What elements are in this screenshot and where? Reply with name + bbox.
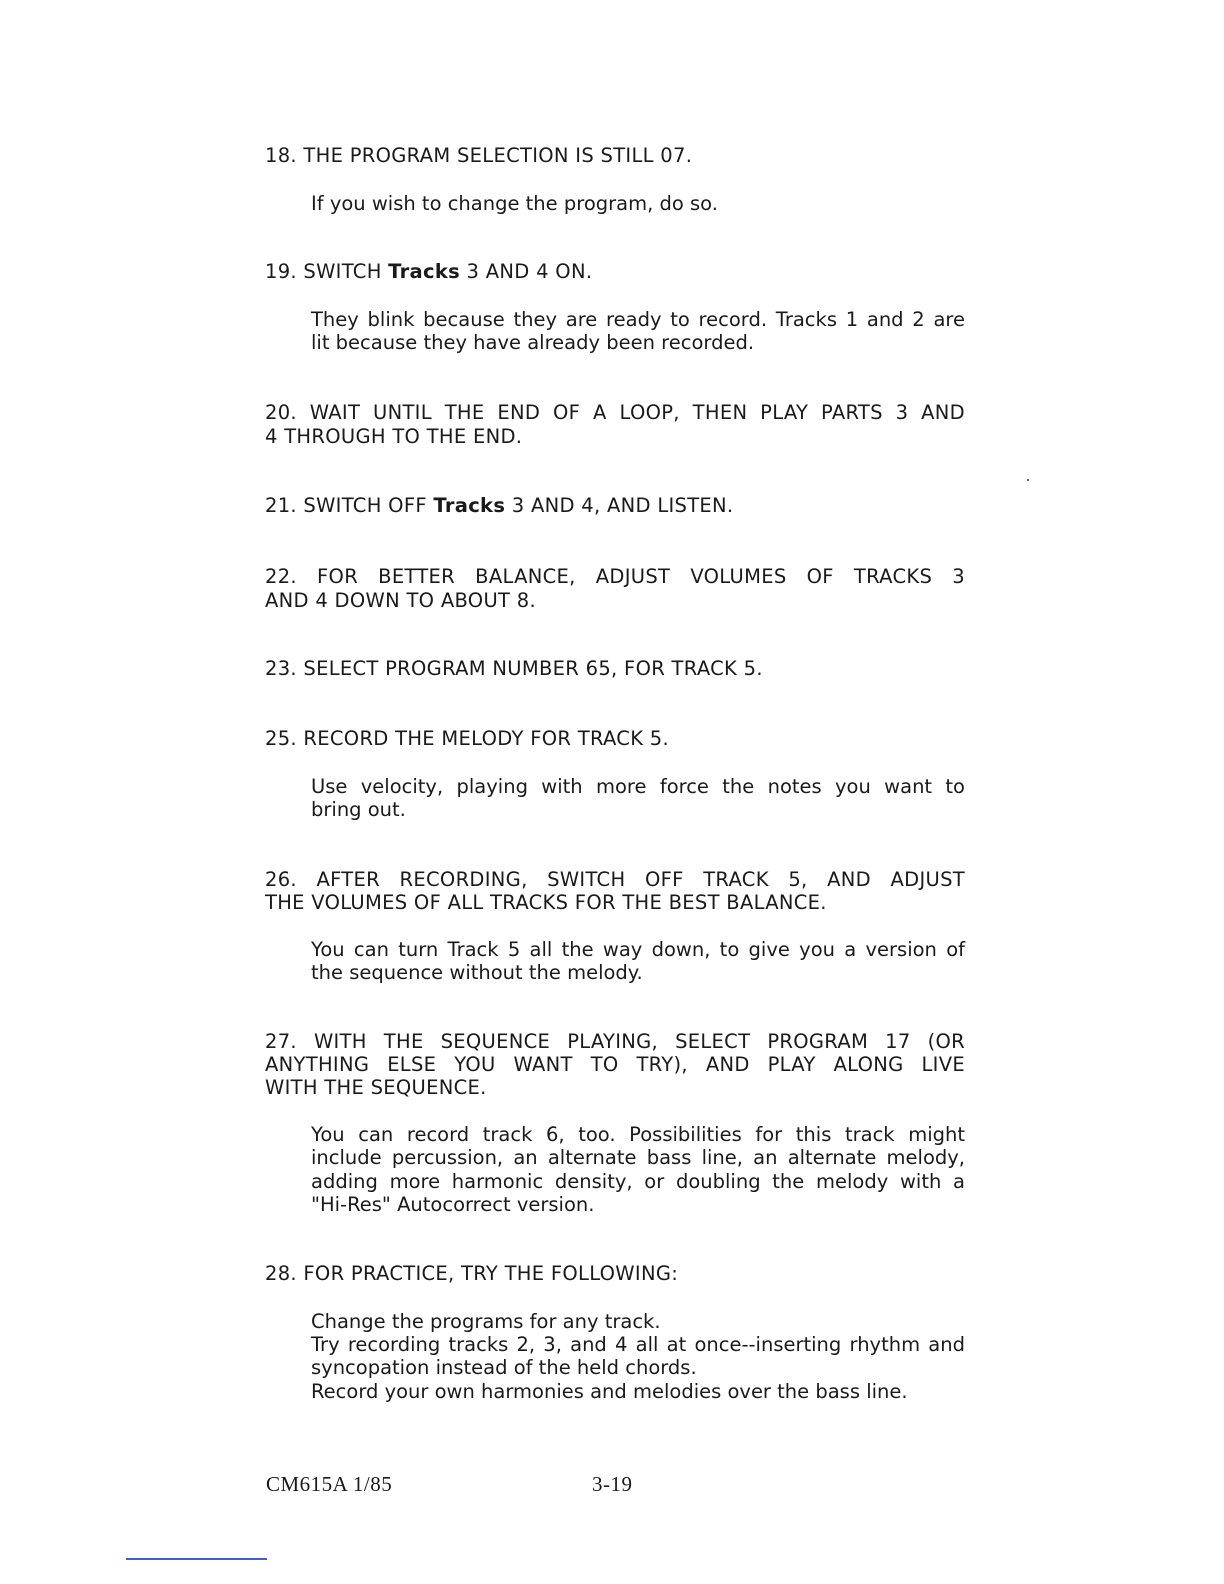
step-27-heading-line-1: 27. WITH THE SEQUENCE PLAYING, SELECT PROGRAM 17 (OR xyxy=(265,1030,965,1053)
step-19-text-line-1: They blink because they are ready to record. Tracks 1 and 2 are xyxy=(311,308,965,331)
step-28-heading: 28. FOR PRACTICE, TRY THE FOLLOWING: xyxy=(265,1262,679,1285)
step-18-text: If you wish to change the program, do so. xyxy=(311,192,718,215)
step-19-heading-post: 3 AND 4 ON. xyxy=(460,260,593,283)
step-18-heading: 18. THE PROGRAM SELECTION IS STILL 07. xyxy=(265,144,693,167)
step-27-text-line-4: "Hi-Res" Autocorrect version. xyxy=(311,1193,595,1216)
step-21-heading xyxy=(265,494,733,517)
step-28-text-line-3: syncopation instead of the held chords. xyxy=(311,1356,697,1379)
step-26-heading-line-2: THE VOLUMES OF ALL TRACKS FOR THE BEST BALANCE. xyxy=(265,891,827,914)
footer-page-number: 3-19 xyxy=(592,1472,633,1496)
step-19-text-line-2: lit because they have already been recorded. xyxy=(311,331,755,354)
step-22-heading-line-2: AND 4 DOWN TO ABOUT 8. xyxy=(265,589,536,612)
step-26-heading-line-1: 26. AFTER RECORDING, SWITCH OFF TRACK 5, AND ADJUST xyxy=(265,868,965,891)
step-23-heading: 23. SELECT PROGRAM NUMBER 65, FOR TRACK 5. xyxy=(265,657,763,680)
step-19-heading-pre: 19. SWITCH xyxy=(265,260,389,283)
step-25-heading: 25. RECORD THE MELODY FOR TRACK 5. xyxy=(265,727,670,750)
step-27-text-line-2: include percussion, an alternate bass line, an alternate melody, xyxy=(311,1146,965,1169)
step-25-text-line-1: Use velocity, playing with more force the notes you want to xyxy=(311,775,965,798)
step-25-text-line-2: bring out. xyxy=(311,798,406,821)
step-27-heading-line-2: ANYTHING ELSE YOU WANT TO TRY), AND PLAY ALONG LIVE xyxy=(265,1053,965,1076)
step-28-text-line-2: Try recording tracks 2, 3, and 4 all at once--inserting rhythm and xyxy=(311,1333,965,1356)
step-28-text-line-4: Record your own harmonies and melodies over the bass line. xyxy=(311,1380,908,1403)
step-28-text-line-1: Change the programs for any track. xyxy=(311,1310,661,1333)
step-22-heading-line-1: 22. FOR BETTER BALANCE, ADJUST VOLUMES OF TRACKS 3 xyxy=(265,565,965,588)
step-26-text-line-1: You can turn Track 5 all the way down, to give you a version of xyxy=(311,938,965,961)
step-19-heading xyxy=(265,260,592,283)
step-21-heading-bold: Tracks xyxy=(433,494,506,517)
footer-doc-id: CM615A 1/85 xyxy=(266,1472,393,1496)
step-26-text-line-2: the sequence without the melody. xyxy=(311,961,643,984)
bottom-link-rule xyxy=(126,1558,267,1560)
step-19-heading-bold: Tracks xyxy=(388,260,461,283)
step-27-text-line-3: adding more harmonic density, or doubling the melody with a xyxy=(311,1170,965,1193)
step-21-heading-post: 3 AND 4, AND LISTEN. xyxy=(505,494,734,517)
step-20-heading-line-1: 20. WAIT UNTIL THE END OF A LOOP, THEN PLAY PARTS 3 AND xyxy=(265,401,965,424)
scan-speck xyxy=(1027,479,1029,481)
step-27-text-line-1: You can record track 6, too. Possibilities for this track might xyxy=(311,1123,965,1146)
step-27-heading-line-3: WITH THE SEQUENCE. xyxy=(265,1076,487,1099)
step-20-heading-line-2: 4 THROUGH TO THE END. xyxy=(265,425,523,448)
step-21-heading-pre: 21. SWITCH OFF xyxy=(265,494,434,517)
